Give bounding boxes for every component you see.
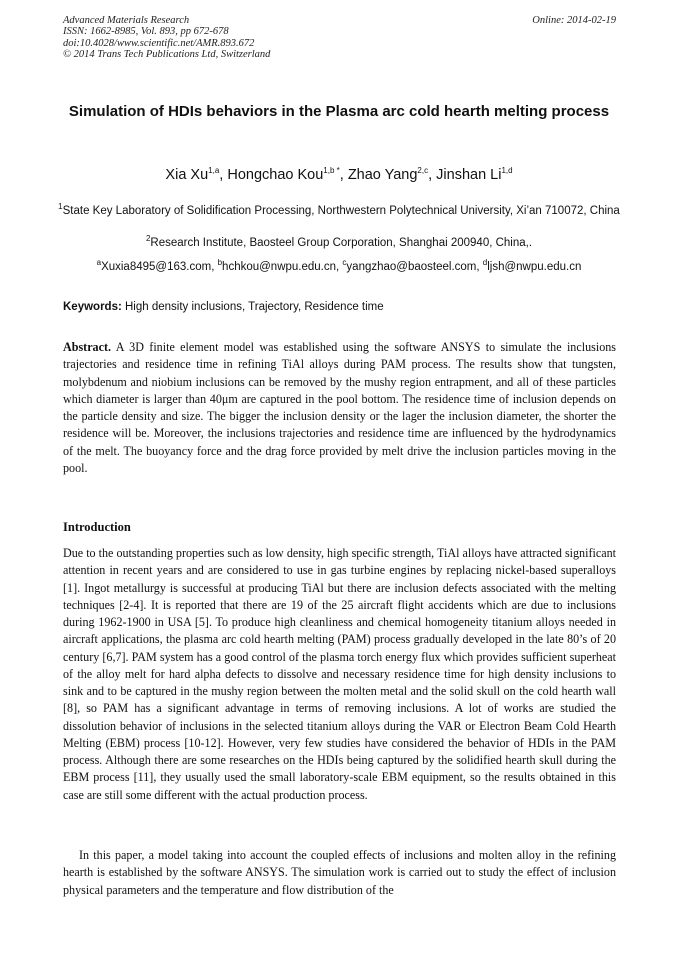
author-name: Zhao Yang — [347, 167, 418, 183]
affiliation-text: Research Institute, Baosteel Group Corporation, Shanghai 200940, China,. — [150, 237, 533, 249]
email-list — [40, 258, 638, 273]
affiliation-marker: 1 — [58, 202, 63, 212]
author-name: Xia Xu — [165, 167, 209, 183]
email-address: yangzhao@baosteel.com, — [346, 261, 483, 273]
journal-header — [63, 15, 616, 60]
doi-line: doi:10.4028/www.scientific.net/AMR.893.672 — [63, 37, 255, 49]
keywords-text: High density inclusions, Trajectory, Residence time — [121, 301, 384, 313]
issn-line: ISSN: 1662-8985, Vol. 893, pp 672-678 — [63, 26, 229, 38]
section-heading-introduction: Introduction — [63, 520, 131, 534]
abstract-text: A 3D finite element model was established using the software ANSYS to simulate the inclusions trajectories and residence time in refining TiAl alloys during PAM process. The results show that tungsten, molybdenum and niobium inclusions can be removed by the mushy region entrapment, and all of these particles which diameter is larger than 40μm are captured in the pool bottom. The residence time of inclusion depends on the particle density and size. The bigger the inclusion density or the lager the inclusion diameter, the shorter the residence will be. Moreover, the inclusions trajectories and residence time are influenced by the hydrodynamics of the melt. The buoyancy force and the drag force provided by melt drive the inclusion particles moving in the pool. — [63, 340, 616, 475]
online-date: Online: 2014-02-19 — [532, 15, 616, 26]
author-superscript: 1,d — [501, 166, 513, 176]
author-separator: , — [219, 167, 228, 183]
introduction-paragraph-2: In this paper, a model taking into account the coupled effects of inclusions and molten alloy in the refining hearth is established by the software ANSYS. The simulation work is carried out to study the effect of inclusion physical parameters and the temperature and flow distribution of the — [63, 848, 616, 897]
email-marker: b — [217, 258, 223, 268]
abstract — [63, 339, 616, 477]
paper-title: Simulation of HDIs behaviors in the Plasma arc cold hearth melting process — [68, 103, 610, 120]
affiliation-1 — [40, 203, 638, 220]
abstract-label: Abstract. — [63, 340, 112, 354]
email-marker: a — [96, 258, 102, 268]
introduction-paragraph-1: Due to the outstanding properties such as low density, high specific strength, TiAl alloys have attracted significant attention in recent years and are considered to use in gas turbine engines by replacing nickel-based superalloys [1]. Ingot metallurgy is successful at producing TiAl but there are inclusion defects associated with the melting techniques [2-4]. It is reported that there are 19 of the 25 aircraft flight accidents which are due to inclusions during 1962-1900 in USA [5]. To produce high cleanliness and chemical homogeneity titanium alloys needed in aircraft applications, the plasma arc cold hearth melting (PAM) process gradually developed in the late 80’s of 20 century [6,7]. PAM system has a good control of the plasma torch energy flux which provides sufficient superheat of the alloy melt for hard alpha defects to dissolve and necessary residence time for high density inclusions to sink and to be captured in the mushy region between the molten metal and the solid skull on the cold hearth wall [8], so PAM has a significant advantage in terms of removing inclusions. A lot of works are studied the dissolution behavior of inclusions in the selected titanium alloys during the VAR or Electron Beam Cold Hearth Melting (EBM) process [10-12]. However, very few studies have considered the behavior of HDIs in the PAM process. Although there are some researches on the HDIs being captured by the solidified hearth skull during the EBM process [11], they usually used the small laboratory-scale EBM equipment, so the results obtained in this case are still some different with the actual production process. — [63, 546, 616, 802]
journal-name: Advanced Materials Research — [63, 15, 190, 26]
author-name: Jinshan Li — [436, 167, 502, 183]
email-marker: c — [342, 258, 347, 268]
author-name: Hongchao Kou — [227, 167, 324, 183]
author-superscript: 1,a — [208, 166, 220, 176]
author-superscript: 2,c — [417, 166, 429, 176]
author-separator: , — [428, 167, 437, 183]
affiliation-marker: 2 — [145, 234, 151, 244]
email-address: ljsh@nwpu.edu.cn — [487, 261, 582, 273]
email-address: Xuxia8495@163.com, — [101, 261, 218, 273]
affiliation-2 — [40, 235, 638, 252]
author-separator: , — [339, 167, 348, 183]
keywords — [63, 301, 616, 313]
email-marker: d — [482, 258, 488, 268]
affiliation-text: State Key Laboratory of Solidification Processing, Northwestern Polytechnical University, Xi’an 710072, China — [62, 205, 620, 217]
keywords-label: Keywords: — [63, 301, 122, 313]
email-address: hchkou@nwpu.edu.cn, — [222, 261, 343, 273]
author-list — [40, 167, 638, 183]
copyright-line: © 2014 Trans Tech Publications Ltd, Switzerland — [63, 48, 271, 60]
author-superscript: 1,b * — [323, 166, 340, 176]
